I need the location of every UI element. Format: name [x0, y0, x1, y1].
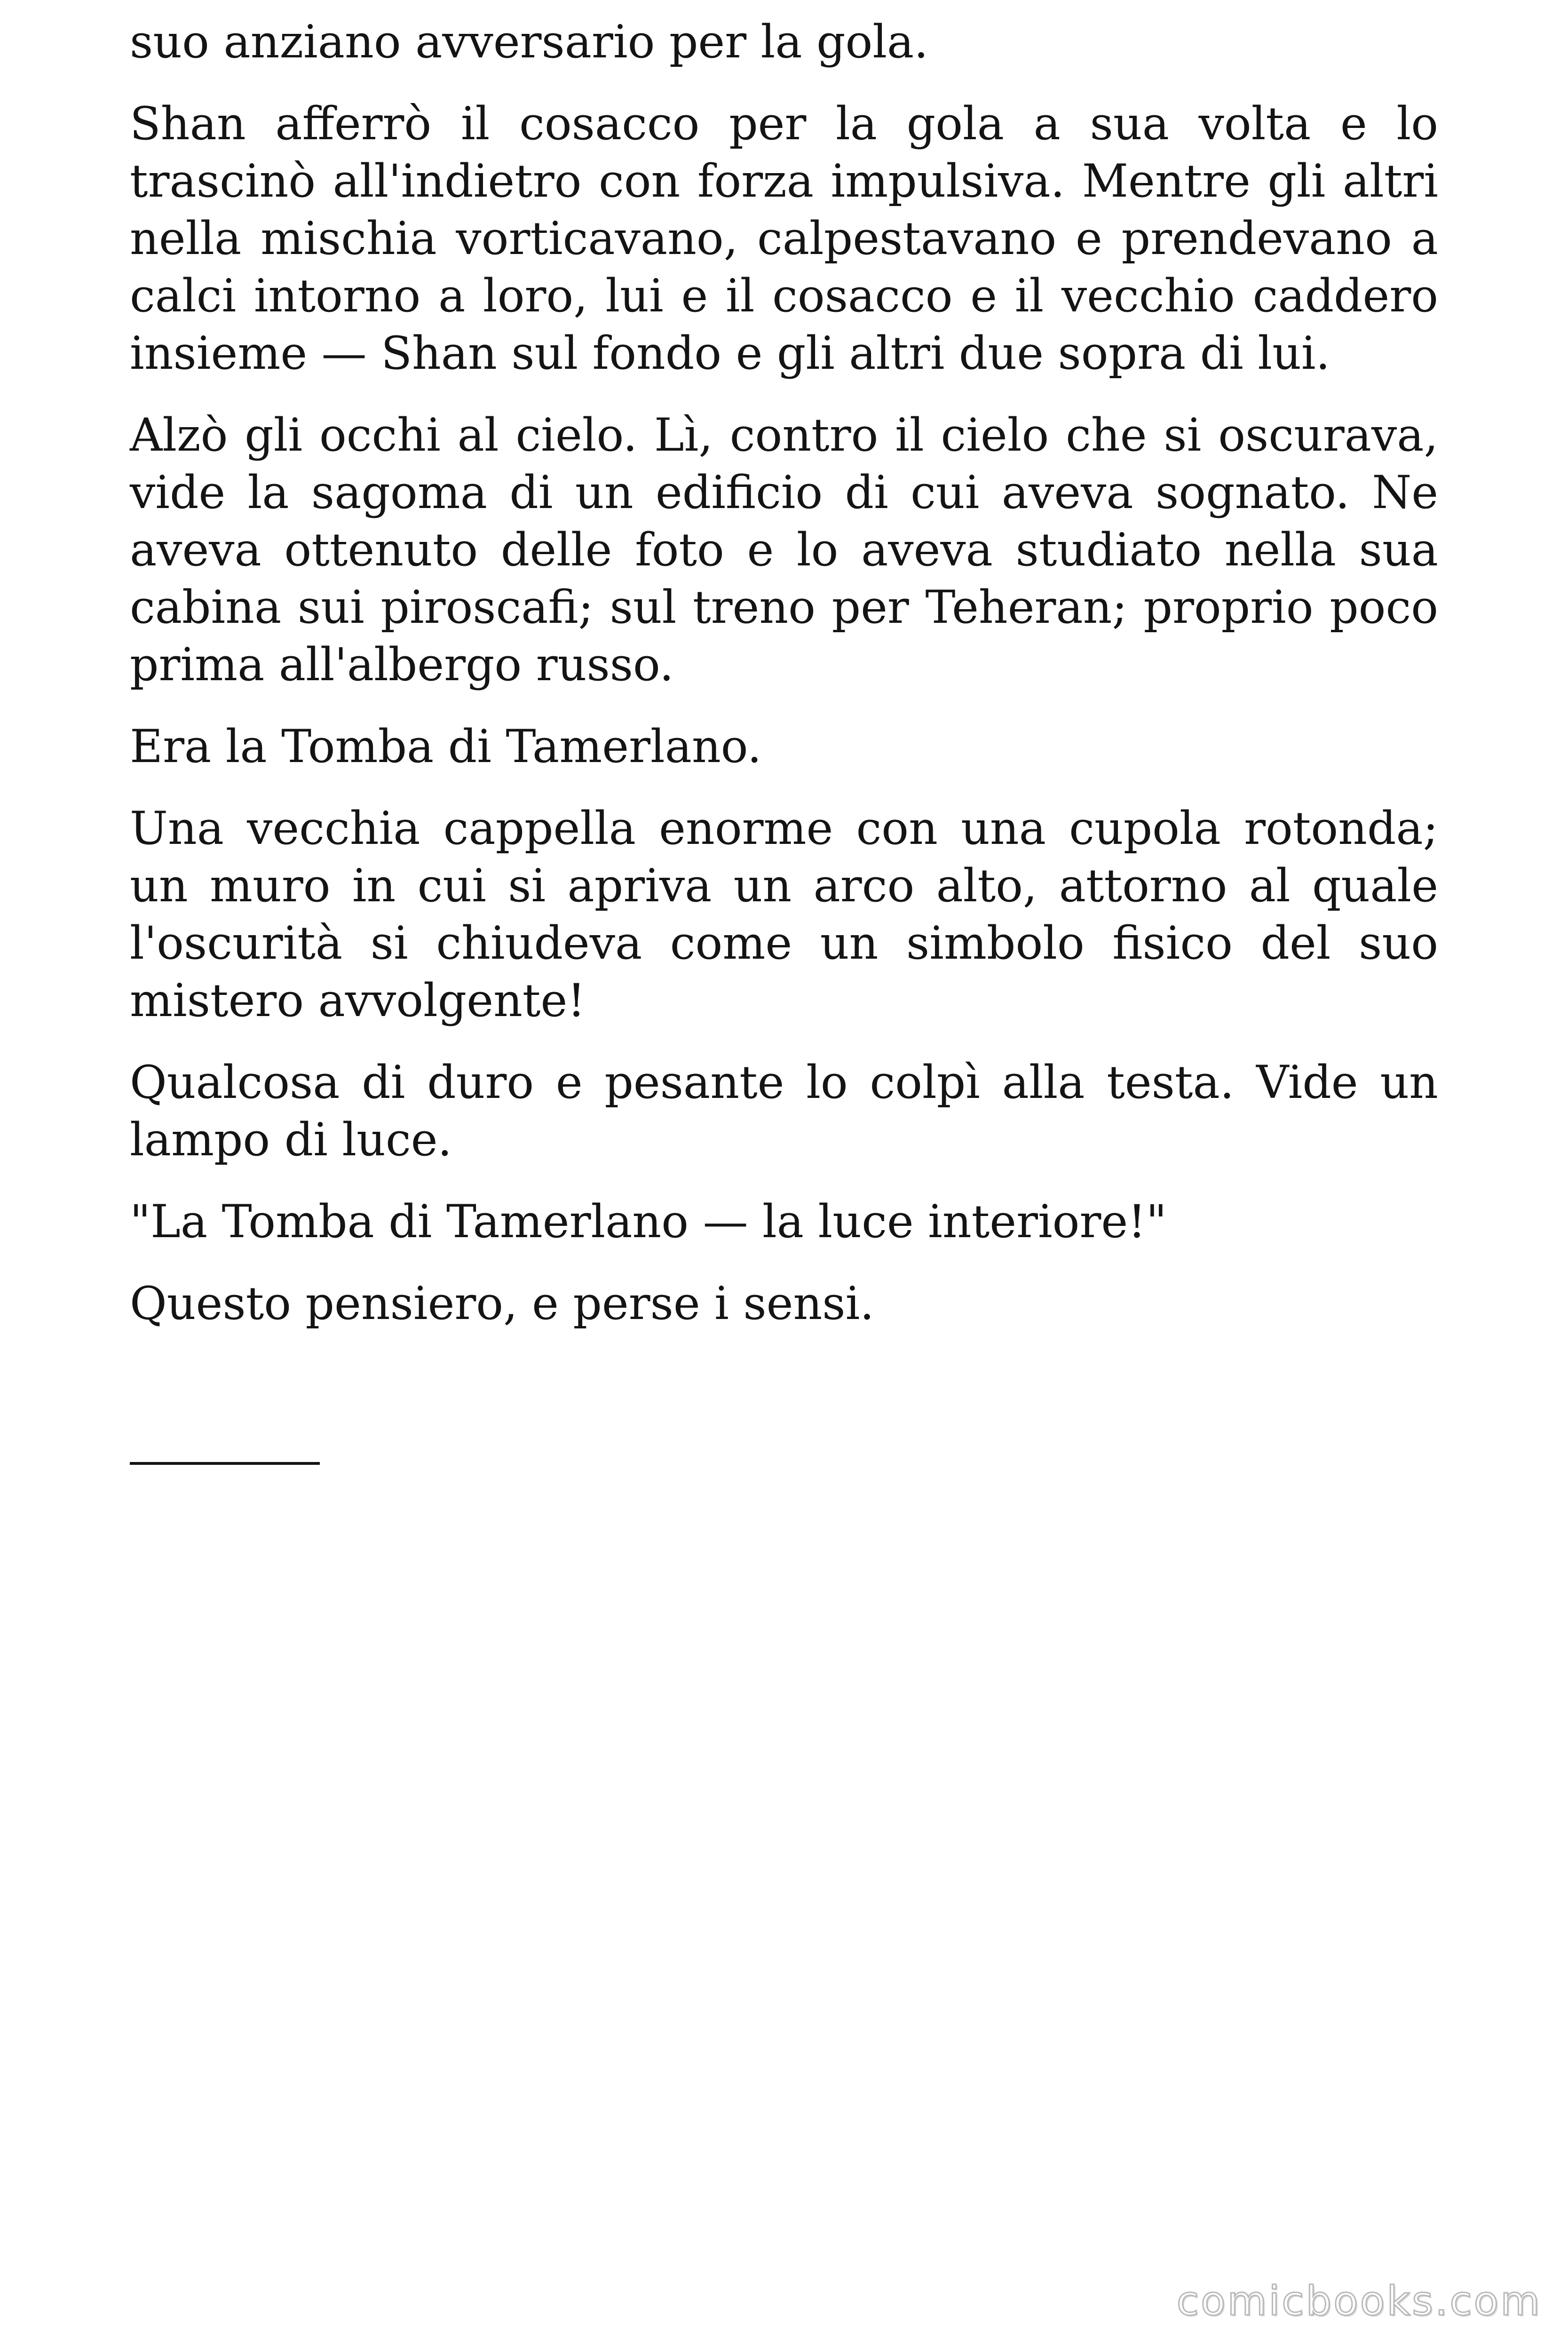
paragraph: Alzò gli occhi al cielo. Lì, contro il cielo che si oscurava, vide la sagoma di un edificio di cui aveva sognato. Ne aveva ottenuto delle foto e lo aveva studiato nella sua cabina sui piroscafi; sul treno per Teheran; proprio poco prima all'albergo russo.: [130, 409, 1438, 691]
paragraph: "La Tomba di Tamerlano — la luce interiore!": [130, 1195, 1167, 1248]
paragraph: Questo pensiero, e perse i sensi.: [130, 1277, 874, 1330]
paragraph: suo anziano avversario per la gola.: [130, 16, 928, 68]
paragraph: Una vecchia cappella enorme con una cupola rotonda; un muro in cui si apriva un arco alto, attorno al quale l'oscurità si chiudeva come un simbolo fisico del suo mistero avvolgente!: [130, 802, 1438, 1027]
paragraph: Shan afferrò il cosacco per la gola a sua volta e lo trascinò all'indietro con forza impulsiva. Mentre gli altri nella mischia vorticavano, calpestavano e prendevano a calci intorno a loro, lui e il cosacco e il vecchio caddero insieme — Shan sul fondo e gli altri due sopra di lui.: [130, 97, 1438, 380]
page-body-text: [130, 13, 1438, 1357]
watermark: comicbooks.com: [1176, 2278, 1542, 2325]
paragraph: Qualcosa di duro e pesante lo colpì alla testa. Vide un lampo di luce.: [130, 1056, 1438, 1166]
paragraph: Era la Tomba di Tamerlano.: [130, 720, 762, 773]
section-end-rule: [130, 1462, 320, 1465]
